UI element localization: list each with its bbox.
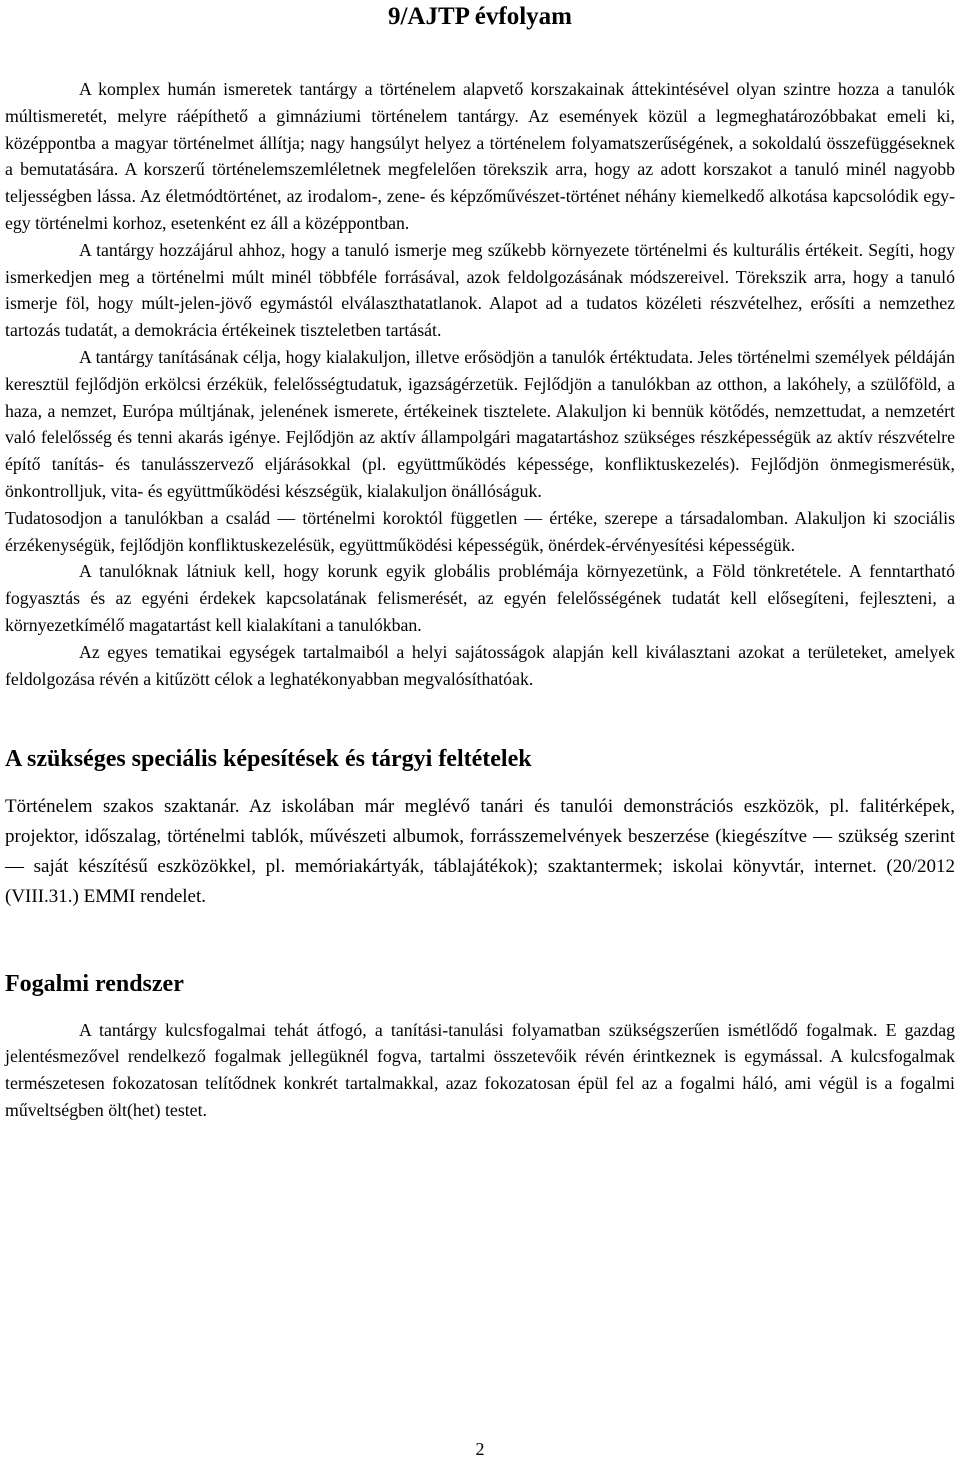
intro-paragraph: A tantárgy hozzájárul ahhoz, hogy a tanuló ismerje meg szűkebb környezete történelmi és kulturális értékeit. Segíti, hogy ismerkedjen meg a történelmi múlt minél többféle forrásával, azok feldolgozásának módszereivel. Törekszik arra, hogy a tanuló ismerje föl, hogy múlt-jelen-jövő egymástól elválaszthatatlanok. Alapot ad a tudatos közéleti részvételhez, erősíti a nemzethez tartozás tudatát, a demokrácia értékeinek tiszteletben tartását. — [5, 239, 955, 341]
requirements-heading: A szükséges speciális képesítések és tárgyi feltételek — [5, 746, 532, 773]
page-title: 9/AJTP évfolyam — [387, 3, 572, 30]
page-number: 2 — [475, 1439, 485, 1459]
requirements-paragraph: Történelem szakos szaktanár. Az iskolában már meglévő tanári és tanulói demonstrációs eszközök, pl. falitérképek, projektor, időszalag, történelmi tablók, művészeti albumok, forrásszemelvények beszerzése (kiegészítve — szükség szerint — saját készítésű eszközökkel, pl. memóriakártyák, táblajátékok); szaktantermek; iskolai könyvtár, internet. (20/2012 (VIII.31.) EMMI rendelet. — [5, 796, 955, 907]
concepts-paragraph: A tantárgy kulcsfogalmai tehát átfogó, a tanítási-tanulási folyamatban szükségszerűen ismétlődő fogalmak. E gazdag jelentésmezővel rendelkező fogalmak jellegüknél fogva, tartalmi összetevőik révén érintkeznek is egymással. A kulcsfogalmak természetesen fokozatosan telítődnek konkrét tartalmakkal, azaz fokozatosan épül fel az a fogalmi háló, ami végül is a fogalmi műveltségben ölt(het) testet. — [5, 1019, 955, 1120]
concepts-heading: Fogalmi rendszer — [5, 970, 184, 997]
concepts-section — [5, 1017, 955, 1124]
intro-paragraph: Tudatosodjon a tanulókban a család — történelmi koroktól független — értéke, szerepe a társadalomban. Alakuljon ki szociális érzékenységük, fejlődjön konfliktuskezelésük, együttműködési képességük, önérdek-érvényesítési képességük. — [5, 507, 955, 555]
intro-paragraph: A komplex humán ismeretek tantárgy a történelem alapvető korszakainak áttekintésével olyan szintre hozza a tanulók múltismeretét, melyre ráépíthető a gimnáziumi történelem tantárgy. Az események közül a legmeghatározóbbakat emeli ki, középpontba a magyar történelmet állítja; nagy hangsúlyt helyez a történelem folyamatszerűségének, a sokoldalú összefüggéseknek a bemutatására. A korszerű történelemszemléletnek megfelelően törekszik arra, hogy az adott korszakot a tanuló minél nagyobb teljességben lássa. Az életmódtörténet, az irodalom-, zene- és képzőművészet-történet néhány kiemelkedő alkotása kapcsolódik egy-egy történelmi korhoz, esetenként ez áll a középpontban. — [5, 79, 955, 233]
document-page — [5, 0, 955, 1124]
requirements-section — [5, 792, 955, 911]
intro-section — [5, 76, 955, 692]
intro-paragraph: A tanulóknak látniuk kell, hogy korunk egyik globális problémája környezetünk, a Föld tönkretétele. A fenntartható fogyasztás és az egyéni érdekek kapcsolatának felismerését, az egyén felelősségének tudatát kell elősegíteni, fejleszteni, a környezetkímélő magatartást kell kialakítani a tanulókban. — [5, 561, 955, 635]
intro-paragraph: Az egyes tematikai egységek tartalmaiból a helyi sajátosságok alapján kell kiválasztani azokat a területeket, amelyek feldolgozása révén a kitűzött célok a leghatékonyabban megvalósíthatóak. — [5, 641, 955, 689]
intro-paragraph: A tantárgy tanításának célja, hogy kialakuljon, illetve erősödjön a tanulók értéktudata. Jeles történelmi személyek példáján keresztül fejlődjön erkölcsi érzékük, felelősségtudatuk, igazságérzetük. Fejlődjön a tanulókban az otthon, a lakóhely, a szülőföld, a haza, a nemzet, Európa múltjának, jelenének ismerete, értékeinek tisztelete. Alakuljon ki bennük kötődés, nemzettudat, a nemzetért való felelősség és tenni akarás igénye. Fejlődjön az aktív állampolgári magatartáshoz szükséges részképességük az aktív részvételre építő tanítás- és tanulásszervező eljárásokkal (pl. együttműködés képessége, konfliktuskezelés). Fejlődjön önmegismerésük, önkontrolljuk, vita- és együttműködési készségük, kialakuljon önállóságuk. — [5, 346, 955, 501]
